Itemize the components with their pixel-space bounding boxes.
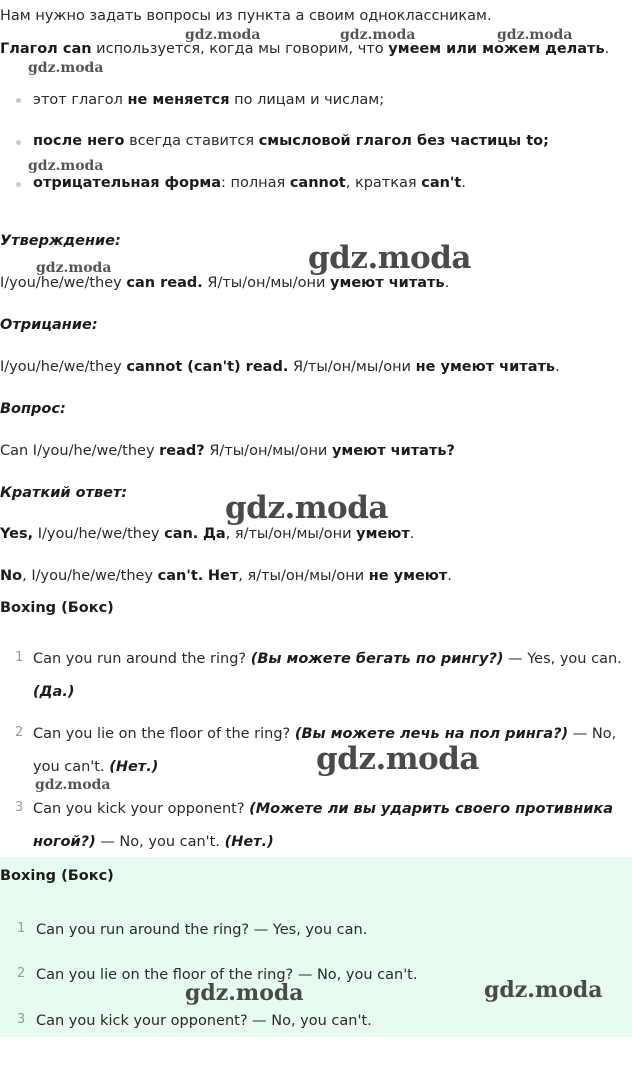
list-number: 2 (15, 725, 24, 740)
question-heading: Вопрос: (0, 401, 66, 417)
list-number: 2 (17, 966, 26, 981)
list-number: 3 (17, 1012, 26, 1027)
watermark: gdz.moda (185, 980, 304, 1006)
watermark: gdz.moda (225, 490, 388, 526)
question-example: Can I/you/he/we/they read? Я/ты/он/мы/они умеют читать? (0, 443, 455, 459)
watermark: gdz.moda (28, 158, 104, 174)
watermark: gdz.moda (497, 27, 573, 43)
answer-box-title: Boxing (Бокс) (0, 868, 114, 884)
bullet-icon (16, 140, 21, 145)
boxing-item-2-line-1: Can you lie on the floor of the ring? (Вы можете лечь на пол ринга?) — No, (33, 726, 617, 742)
rule-item-3: отрицательная форма: полная cannot, краткая can't. (33, 175, 466, 191)
answer-item-3: Can you kick your opponent? — No, you can't. (36, 1013, 372, 1029)
rule-item-2: после него всегда ставится смысловой глагол без частицы to; (33, 133, 549, 149)
watermark: gdz.moda (28, 60, 104, 76)
list-number: 1 (17, 921, 26, 936)
boxing-title: Boxing (Бокс) (0, 600, 114, 616)
intro-line-1: Нам нужно задать вопросы из пункта а своим одноклассникам. (0, 8, 492, 24)
watermark: gdz.moda (35, 777, 111, 793)
negative-heading: Отрицание: (0, 317, 98, 333)
list-number: 1 (15, 650, 24, 665)
watermark: gdz.moda (484, 977, 603, 1003)
answer-item-1: Can you run around the ring? — Yes, you can. (36, 922, 368, 938)
boxing-item-3-line-1: Can you kick your opponent? (Можете ли вы ударить своего противника (33, 801, 614, 817)
watermark: gdz.moda (308, 240, 471, 276)
boxing-item-2-line-2: you can't. (Нет.) (33, 759, 159, 775)
bullet-icon (16, 98, 21, 103)
answer-item-2: Can you lie on the floor of the ring? — No, you can't. (36, 967, 418, 983)
affirm-example: I/you/he/we/they can read. Я/ты/он/мы/они умеют читать. (0, 275, 450, 291)
intro-line-2: Глагол can используется, когда мы говорим, что умеем или можем делать. (0, 41, 610, 57)
list-number: 3 (15, 800, 24, 815)
watermark: gdz.moda (316, 741, 479, 777)
short-heading: Краткий ответ: (0, 485, 128, 501)
boxing-item-1-line-2: (Да.) (33, 684, 75, 700)
bullet-icon (16, 182, 21, 187)
boxing-item-1-line-1: Can you run around the ring? (Вы можете бегать по рингу?) — Yes, you can. (33, 651, 622, 667)
negative-example: I/you/he/we/they cannot (can't) read. Я/ты/он/мы/они не умеют читать. (0, 359, 560, 375)
watermark: gdz.moda (36, 260, 112, 276)
boxing-item-3-line-2: ногой?) — No, you can't. (Нет.) (33, 834, 274, 850)
affirm-heading: Утверждение: (0, 233, 121, 249)
watermark: gdz.moda (185, 27, 261, 43)
short-no: No, I/you/he/we/they can't. Нет, я/ты/он/мы/они не умеют. (0, 568, 452, 584)
watermark: gdz.moda (340, 27, 416, 43)
short-yes: Yes, I/you/he/we/they can. Да, я/ты/он/мы/они умеют. (0, 526, 415, 542)
rule-item-1: этот глагол не меняется по лицам и числам; (33, 92, 385, 108)
